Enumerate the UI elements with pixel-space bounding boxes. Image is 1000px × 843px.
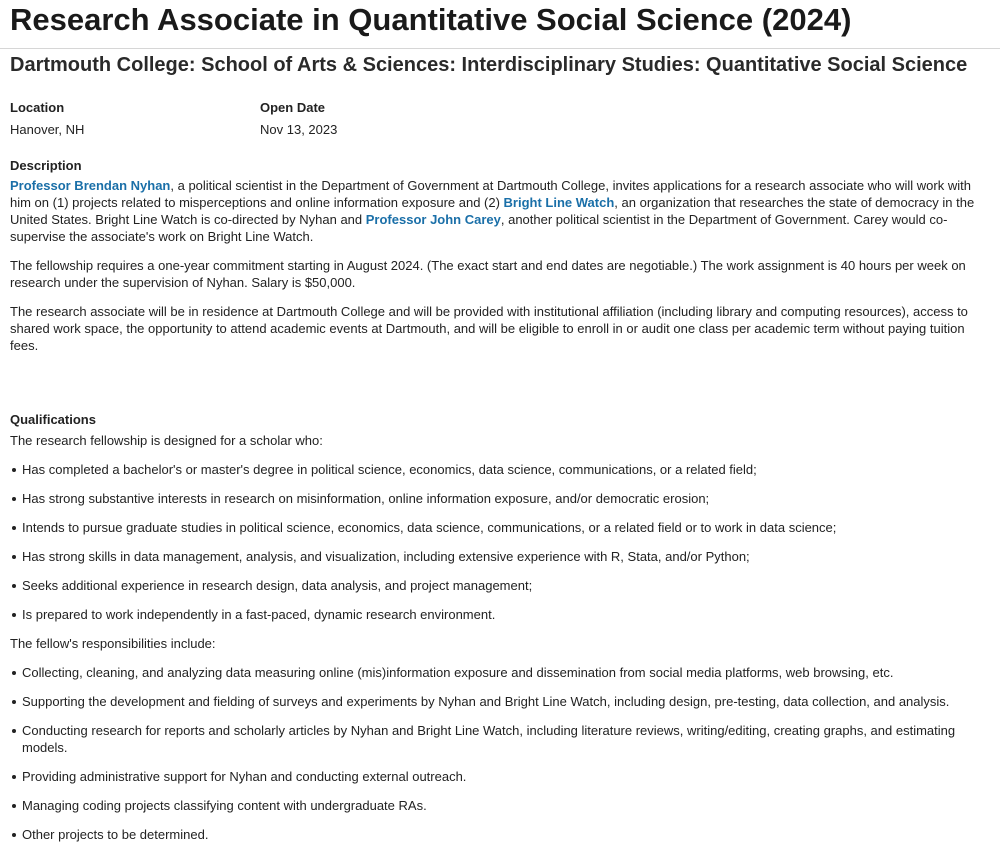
list-item: Collecting, cleaning, and analyzing data measuring online (mis)information exposure and dissemination from social media platforms, web browsing, etc.	[10, 664, 990, 681]
description-p1-text-1: , a political scientist in the Department of Government at Dartmouth College, invites applications for a research associate who will work with him on (1) projects related to misperceptions and online information exposure and (2)	[10, 178, 971, 210]
title-divider	[0, 48, 1000, 49]
description-paragraph-1	[10, 177, 990, 245]
open-date-value: Nov 13, 2023	[260, 122, 338, 137]
list-item: Has strong skills in data management, analysis, and visualization, including extensive experience with R, Stata, and/or Python;	[10, 548, 990, 565]
list-item: Seeks additional experience in research design, data analysis, and project management;	[10, 577, 990, 594]
list-item: Has completed a bachelor's or master's degree in political science, economics, data science, communications, or a related field;	[10, 461, 990, 478]
professor-nyhan-link[interactable]: Professor Brendan Nyhan	[10, 178, 171, 193]
list-item: Conducting research for reports and scholarly articles by Nyhan and Bright Line Watch, including literature reviews, writing/editing, creating graphs, and estimating models.	[10, 722, 990, 756]
location-label: Location	[10, 100, 65, 115]
bright-line-watch-link[interactable]: Bright Line Watch	[503, 195, 615, 210]
list-item: Intends to pursue graduate studies in political science, economics, data science, communications, or a related field or to work in data science;	[10, 519, 990, 536]
open-date-label: Open Date	[260, 100, 326, 115]
description-p1-text-2: , an organization that researches the state of democracy in the United States. Bright Line Watch is co-directed by Nyhan and	[10, 195, 975, 227]
qualifications-list	[10, 461, 990, 623]
list-item: Is prepared to work independently in a fast-paced, dynamic research environment.	[10, 606, 990, 623]
qualifications-intro: The research fellowship is designed for a scholar who:	[10, 433, 323, 448]
responsibilities-intro: The fellow's responsibilities include:	[10, 636, 216, 651]
list-item: Supporting the development and fielding of surveys and experiments by Nyhan and Bright Line Watch, including design, pre-testing, data collection, and analysis.	[10, 693, 990, 710]
location-value: Hanover, NH	[10, 122, 85, 137]
description-p1-text-3: , another political scientist in the Department of Government. Carey would co-supervise the associate's work on Bright Line Watch.	[10, 212, 948, 244]
job-meta	[10, 100, 990, 138]
page-title: Research Associate in Quantitative Social Science (2024)	[10, 2, 852, 37]
list-item: Managing coding projects classifying content with undergraduate RAs.	[10, 797, 990, 814]
list-item: Other projects to be determined.	[10, 826, 990, 843]
location-block	[10, 100, 260, 138]
list-item: Has strong substantive interests in research on misinformation, online information exposure, and/or democratic erosion;	[10, 490, 990, 507]
description-paragraph-2: The fellowship requires a one-year commitment starting in August 2024. (The exact start and end dates are negotiable.) The work assignment is 40 hours per week on research under the supervision of Nyhan. Salary is $50,000.	[10, 258, 966, 290]
description-label: Description	[10, 158, 82, 173]
department-subtitle: Dartmouth College: School of Arts & Sciences: Interdisciplinary Studies: Quantitative Social Science	[10, 54, 968, 76]
open-date-block	[260, 100, 510, 138]
qualifications-label: Qualifications	[10, 412, 96, 427]
responsibilities-list	[10, 664, 990, 843]
description-paragraph-3: The research associate will be in residence at Dartmouth College and will be provided with institutional affiliation (including library and computing resources), access to shared work space, the opportunity to attend academic events at Dartmouth, and will be eligible to enroll in or audit one class per academic term without paying tuition fees.	[10, 304, 968, 353]
list-item: Providing administrative support for Nyhan and conducting external outreach.	[10, 768, 990, 785]
professor-carey-link[interactable]: Professor John Carey	[365, 212, 501, 227]
